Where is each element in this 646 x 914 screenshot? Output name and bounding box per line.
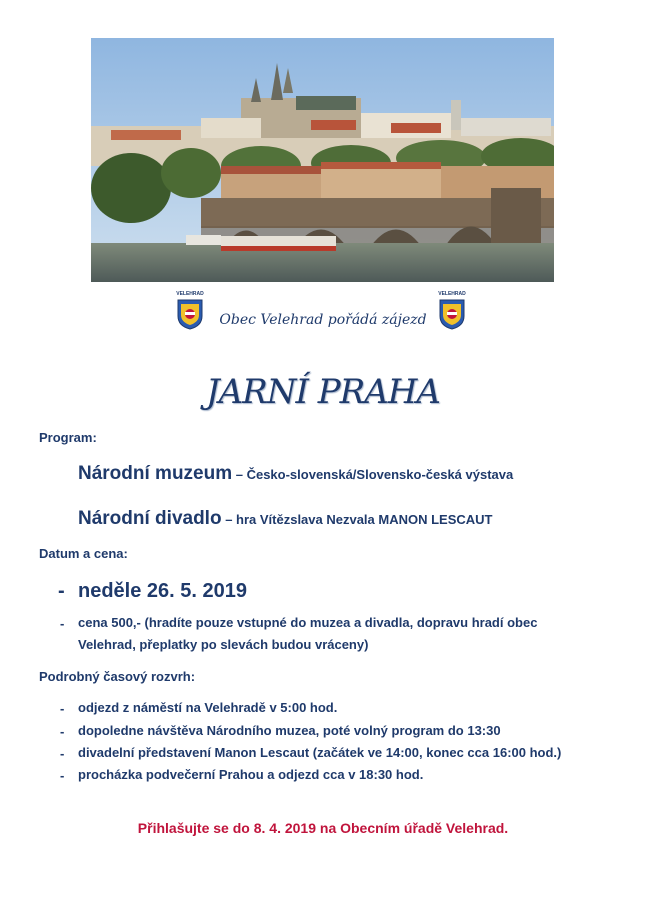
page-title: JARNÍ PRAHA <box>205 372 440 412</box>
trip-date: neděle 26. 5. 2019 <box>78 580 248 602</box>
bullet-dash: - <box>60 724 65 739</box>
prague-castle-charles-bridge-photo <box>91 38 554 282</box>
bullet-dash: - <box>60 768 65 783</box>
price-line: Velehrad, přeplatky po slevách budou vráceny) <box>78 637 369 652</box>
velehrad-coat-of-arms-right-icon <box>437 290 467 330</box>
schedule-label: Podrobný časový rozvrh: <box>39 669 196 684</box>
svg-text:VELEHRAD: VELEHRAD <box>438 291 466 297</box>
program-item-name: Národní divadlo <box>78 508 222 529</box>
organizer-text: Obec Velehrad pořádá zájezd <box>219 312 427 328</box>
pricing-label: Datum a cena: <box>39 546 128 561</box>
program-item-detail: – hra Vítězslava Nezvala MANON LESCAUT <box>221 512 493 527</box>
program-label: Program: <box>39 430 97 445</box>
program-item-detail: – Česko-slovenská/Slovensko-česká výstava <box>232 467 514 482</box>
schedule-item: divadelní představení Manon Lescaut (začátek ve 14:00, konec cca 16:00 hod.) <box>78 745 562 760</box>
bullet-dash: - <box>60 701 65 716</box>
price-line: cena 500,- (hradíte pouze vstupné do muzea a divadla, dopravu hradí obec <box>78 615 538 630</box>
registration-notice: Přihlašujte se do 8. 4. 2019 na Obecním úřadě Velehrad. <box>137 820 509 836</box>
schedule-item: dopoledne návštěva Národního muzea, poté volný program do 13:30 <box>78 723 501 738</box>
program-item-theatre <box>78 508 493 530</box>
bullet-dash: - <box>60 746 65 761</box>
date-dash: - <box>58 580 65 602</box>
svg-text:VELEHRAD: VELEHRAD <box>176 291 204 297</box>
schedule-item: procházka podvečerní Prahou a odjezd cca v 18:30 hod. <box>78 767 424 782</box>
program-item-museum <box>78 463 513 485</box>
prague-photo <box>91 38 554 282</box>
schedule-item: odjezd z náměstí na Velehradě v 5:00 hod. <box>78 700 338 715</box>
program-item-name: Národní muzeum <box>78 463 233 484</box>
bullet-dash: - <box>60 616 65 631</box>
velehrad-coat-of-arms-left-icon <box>175 290 205 330</box>
price-info <box>78 612 537 656</box>
